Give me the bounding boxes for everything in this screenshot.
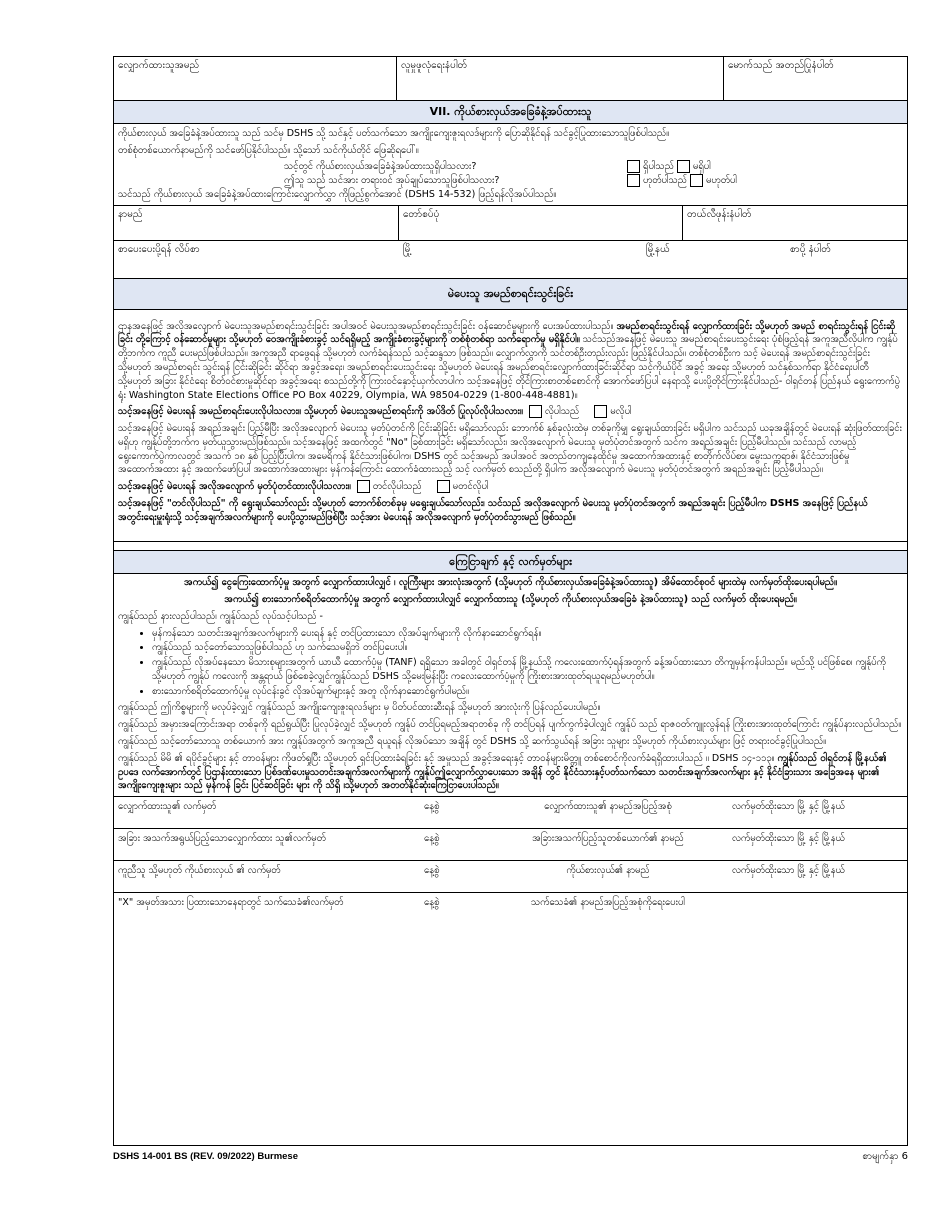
rep-address-field[interactable]: စာပေးပေးပို့ရန် လိပ်စာ	[118, 243, 200, 255]
rep-phone-field[interactable]: တယ်လီဖုန်းနံပါတ်	[687, 208, 752, 220]
applicant-name-field[interactable]: လျှောက်ထားသူအမည်	[114, 57, 397, 100]
signatures-section-body	[114, 574, 907, 793]
declaration-para-a: ကျွန်ုပ်သည် ဤကိစ္စများကို မလုပ်ခဲ့လျှင် ကျွန်ုပ်သည် အကျိုးကျေးဇူးရလဒ်များ မှ ပိတ်ပင်ထားဆီးရန် သို့မဟုတ် အားလုံးကို ပြန်လည်ပေးပါမည်။	[118, 702, 601, 714]
section-7-title: VII. ကိုယ်စားလှယ်အခြေခံနဲ့အပ်ထားသူ	[114, 101, 907, 124]
section-7-note: သင်သည် ကိုယ်စားလှယ် အခြေခံနဲ့အပ်ထားကြောင်းလျှောက်လွှာ ကိုဖြည့်စွက်အောင် (DSHS 14-532) ဖြည့်ရန်လိုအပ်ပါသည်။	[118, 189, 557, 200]
other-adult-name-field[interactable]: အခြားအသက်ပြည့်သူတစ်ယောက်၏ နာမည်	[532, 833, 684, 845]
understand-list	[118, 627, 903, 699]
section-7-intro-2: တစ်စုံတစ်ယောက်နာမည်ကို သင်ဖော်ပြနိုင်ပါသည်။ သို့သော် သင်ကိုယ်တိုင် ဖြေဆိုရပေါ်။	[118, 144, 419, 156]
register-no-checkbox[interactable]	[594, 405, 607, 418]
applicant-fullname-field[interactable]: လျှောက်ထားသူ၏ နာမည်အပြည့်အစုံ	[544, 801, 672, 813]
case-number-field[interactable]: လူမှုဖူလုံရေးနံပါတ်	[397, 57, 724, 100]
other-adult-city-field[interactable]: လက်မှတ်ထိုးသော မြို့ နှင့် မြို့နယ်	[732, 833, 845, 845]
list-item: • မှန်ကန်သော သတင်းအချက်အလက်များကို ပေးရန် နှင့် တင်ပြထားသော လိုအပ်ချက်များကို လိုက်နာဆောင်ရွက်ရန်။	[152, 627, 903, 641]
voter-register-question: သင့်အနေဖြင့် မဲပေးရန် အမည်စာရင်းပေးလိုပါသလား။ သို့မဟုတ် မဲပေးသူအမည်စာရင်းကို အပ်ဒိတ် ပြုလုပ်လိုပါသလား။ လိုပါသည် မလိုပါ	[118, 406, 632, 418]
voter-section-title: မဲပေးသူ အမည်စာရင်းသွင်းခြင်း	[114, 279, 907, 310]
legal-guardian-question: ဤသူ သည် သင်အား တရားဝင် အုပ်ချုပ်သောသူဖြစ်ပါသလား? ဟုတ်ပါသည် မဟုတ်ပါ	[284, 175, 738, 187]
rep-city-field[interactable]: မြို့	[403, 243, 412, 255]
rep-name-row	[114, 205, 907, 241]
signature-row-other-adult	[114, 828, 907, 860]
guardian-yes-checkbox[interactable]	[627, 174, 640, 187]
guardian-no-checkbox[interactable]	[690, 174, 703, 187]
applicant-signature-field[interactable]: လျှောက်ထားသူ၏ လက်မှတ်	[118, 801, 217, 813]
declaration-para-d: ကျွန်ုပ်သည် မိမိ ၏ ရပိုင်ခွင့်များ နှင့် တာဝန်များ ကိုဖတ်ရှုပြီး သို့မဟုတ် ရှင်းပြထားခံရခြင်း နှင့် အမှုသည် အခွင့်အရေးနှင့် တာဝန်များမိတ္တူ တစ်စောင်ကိုလက်ခံရရှိထားပါသည် ။ DSHS ၁၄-၁၁၃။ ကျွန်ုပ်သည် ဝါရှင်တန် မြို့နယ်၏ ဥပဒေ လက်အောက်တွင် ပြဌာန်းထားသော ပြစ်ဒဏ်ပေးမှုသတင်းအချက်အလက်များကို ကျွန်ုပ်ဤလျှောက်လွှာပေးသော အချိန် တွင် နိုင်ငံသားနှင့်ပတ်သက်သော သတင်းအချက်အလက်များ နှင့် နိုင်ငံခြားသား အခြေအနေ များ၏ အကျိုးကျေးဇူးများ သည် မှန်ကန် ခြင်း ပြင်ဆင်ခြင်း များ ကို သိရှိ ၊သို့မဟုတ် အတတ်နိုင်ဆုံးကြေငြာပေးပါသည်။	[118, 752, 887, 792]
list-item: • စားသောက်စရိတ်ထောက်ပံ့မှု လုပ်ငန်းခွင် လိုအပ်ချက်များနှင့် အတူ လိုက်နာဆောင်ရွက်ပါမည်။	[152, 685, 903, 699]
section-7-intro-1: ကိုယ်စားလှယ် အခြေခံနဲ့အပ်ထားသူ သည် သင်မှ DSHS သို့ သင်နှင့် ပတ်သက်သော အကျိုးကျေးဇူးရလဒ်များကို ပြောဆိုနိုင်ရန် သင်ခွင့်ပြုထားသောသူဖြစ်ပါသည်။	[118, 127, 670, 139]
applicant-city-field[interactable]: လက်မှတ်ထိုးသော မြို့ နှင့် မြို့နယ်	[732, 801, 845, 813]
cash-assistance-note: အကယ်၍ ငွေကြေးထောက်ပံ့မှု အတွက် လျှောက်ထားပါလျှင် ၊ လူကြီးများ အားလုံးအတွက် (သို့မဟုတ် ကိုယ်စားလှယ်အခြေခံနဲ့အပ်ထားသူ) အိမ်ထောင်စုဝင် များထဲမှ လက်မှတ်ထိုးပေးရပါမည်။	[184, 577, 837, 589]
has-rep-no-checkbox[interactable]	[677, 160, 690, 173]
register-yes-checkbox[interactable]	[529, 405, 542, 418]
representative-signature-field[interactable]: ကူညီသူ သို့မဟုတ် ကိုယ်စားလှယ် ၏ လက်မှတ်	[118, 865, 281, 877]
auto-register-yes-checkbox[interactable]	[357, 480, 370, 493]
rep-state-field[interactable]: မြို့နယ်	[646, 243, 670, 255]
voter-paragraph-3: သင့်အနေဖြင့် "တင်လိုပါသည်" ကို ရွေးချယ်သော်လည်း သို့မဟုတ် ဘောက်စ်တစ်ခုမှ မရွေးချယ်သော်လည်း၊ သင်သည် အလိုအလျောက် မဲပေးသူ မှတ်ပုံတင်အတွက် အရည်အချင်း ပြည့်မီပါက DSHS အနေဖြင့် ပြည်နယ် အတွင်းရေးမှူးရုံးသို့ သင့်အချက်အလက်များကို ပေးပို့သွားမည်ဖြစ်ပြီး သင့်အား မဲပေးရန် အလိုအလျောက် မှတ်ပုံတင်သွားမည် ဖြစ်သည်။	[118, 497, 868, 523]
declaration-para-c: ကျွန်ုပ်သည် သင့်တော်သောသူ တစ်ယောက် အား ကျွန်ုပ်အတွက် အကူအညီ ရယူရန် လိုအပ်သော အချိန် တွင် DSHS သို့ ဆက်သွယ်ရန် အခြား သူများ သို့မဟုတ် ကိုယ်စားလှယ်များ ဖြင့် တရားဝင်ခွင့်ပြုပါသည်။	[118, 736, 827, 748]
signature-row-witness	[114, 892, 907, 923]
witness-extra-field[interactable]	[728, 893, 907, 923]
has-rep-yes-checkbox[interactable]	[627, 160, 640, 173]
witness-signature-field[interactable]: "X" အမှတ်အသား ပြထားသောနေရာတွင် သက်သေခံ၏လက်မှတ်	[118, 897, 344, 909]
voter-auto-question: သင့်အနေဖြင့် မဲပေးရန် အလိုအလျောက် မှတ်ပုံတင်ထားလိုပါသလား။ တင်လိုပါသည် မတင်လိုပါ	[118, 481, 489, 493]
other-adult-date-field[interactable]: နေ့စွဲ	[424, 833, 440, 845]
representative-name-field[interactable]: ကိုယ်စားလှယ်၏ နာမည်	[566, 865, 650, 877]
rep-relationship-field[interactable]: တော်စပ်ပုံ	[399, 206, 683, 240]
spacer	[114, 542, 907, 551]
section-7-body	[114, 124, 907, 202]
signature-row-representative	[114, 860, 907, 892]
voter-paragraph-2: သင့်အနေဖြင့် မဲပေးရန် အရည်အချင်း ပြည့်မီပြီး အလိုအလျောက် မဲပေးသူ မှတ်ပုံတင်ကို ငြင်းဆိုခြင်း မရှိသော်လည်း ဘောက်စ် နှစ်ခုလုံးထဲမှ တစ်ခုကိုမျှ ရွေးချယ်ထားခြင်း မရှိပါက သင်သည် ယခုအချိန်တွင် မဲပေးရန် ဆုံးဖြတ်ထားခြင်းမရှိဟု ကျွန်ုပ်တို့ဘက်က မှတ်ယူသွားမည်ဖြစ်သည်။ သင့်အနေဖြင့် အထက်တွင် "No" ခြစ်ထားခြင်း မရှိသော်လည်း၊ အလိုအလျောက် မဲပေးသူ မှတ်ပုံတင်အတွက် သင်က အရည်အချင်း ပြည့်မီပါသည်။ သင်သည် လာမည့် ရွေးကောက်ပွဲကာလတွင် အသက် ၁၈ နှစ် ပြည့်ပြီးပါက၊ အမေရိကန် နိုင်ငံသားဖြစ်ပါက၊ DSHS တွင် သင့်အမည် အပါအဝင် အတည်တကျနေထိုင်မှု အထောက်အထားနှင့် စာတိုက်လိပ်စာ၊ မွေးသက္ကရာဇ်၊ နိုင်ငံသားဖြစ်မှု အထောက်အထား နှင့် အထက်ဖော်ပြပါ အထောက်အထားများ မှန်ကန်ကြောင်း ထောက်ခံထားသည့် သင့် လက်မှတ် စသည်တို့ ရှိပါက အလိုအလျောက် မဲပေးသူ မှတ်ပုံတင်အတွက် အရည်အချင်း ပြည့်မီပါသည်။	[118, 423, 902, 476]
voter-paragraph-1: ဌာနအနေဖြင့် အလိုအလျောက် မဲပေးသူအမည်စာရင်းသွင်းခြင်း အပါအဝင် မဲပေးသူအမည်စာရင်းသွင်းခြင်း ဝန်ဆောင်မှုများကို ပေးအပ်ထားပါသည်။ အမည်စာရင်းသွင်းရန် လျှောက်ထားခြင်း သို့မဟုတ် အမည် စာရင်းသွင်းရန် ငြင်းဆိုခြင်း တို့ကြောင့် ဝန်ဆောင်မှုများ သို့မဟုတ် ဝေအကျိုးခံစားခွင့် သင်ရရှိမည့် အကျိုးခံစားခွင့်များကို တစ်စုံတစ်ရာ သက်ရောက်မှု မရှိနိုင်ပါ။ သင်သည်အနေဖြင့် မဲပေးသူ အမည်စာရင်းပေးသွင်းရေး ပုံစံဖြည့်ရန် အကူအညီလိုပါက ကျွန်ုပ်တို့ဘက်က ကူညီ ပေးမည်ဖြစ်ပါသည်။ အကူအညီ ရာဖွေရန် သို့မဟုတ် လက်ခံရန်သည် သင့်ဆန္ဒသာ ဖြစ်သည်။ လျှောက်လွှာကို သင်တစ်ဦးတည်းလည်း ဖြည့်နိုင်ပါသည်။ တစ်စုံတစ်ဦးက သင့် မဲပေးရန် အမည်စာရင်းသွင်းခြင်း သို့မဟုတ် အမည်စာရင်း သွင်းရန် ငြင်းဆိုခြင်း ဆိုင်ရာ အခွင့်အရေး၊ အမည်စာရင်းပေးသွင်းရေး သို့မဟုတ် မဲပေးရန် အမည်စာရင်းလျှောက်ထားခြင်းဆိုင်ရာ သင့်ကိုယ်ပိုင် အခွင့် အရေး သို့မဟုတ် သင်နှစ်သက်ရာ နိုင်ငံရေးပါတီ သို့မဟုတ် အခြား နိုင်ငံရေး စိတ်ဝင်စားမှုဆိုင်ရာ အခွင့်အရေး စသည်တို့ကို ကြားဝင်နှောင့်ယှက်လာပါက သင့်အနေဖြင့် တိုင်ကြားစာတစ်စောင်ကို အောက်ဖော်ပြပါ နေရာသို့ ပေးပို့တိုင်ကြားနိုင်ပါသည်- ဝါရှင်တန် ပြည်နယ် ရွေးကောက်ပွဲ ရုံး Washington State Elections Office PO Box 40229, Olympia, WA 98504-0229 (1-800-448-4881)။	[118, 320, 900, 401]
page-number: စာမျက်နှာ 6	[862, 1151, 908, 1162]
rep-name-field[interactable]: နာမည်	[114, 206, 399, 240]
list-item: • ကျွန်ုပ်သည် သင့်တော်သောသူဖြစ်ပါသည် ဟု သက်သေမရှိဘဲ တင်ပြပေးပါ။	[152, 641, 903, 655]
witness-name-field[interactable]: သက်သေခံ၏ နာမည်အပြည့်အစုံကိုရေးပေးပါ	[530, 897, 686, 909]
other-adult-signature-field[interactable]: အခြား အသက်အရွယ်ပြည့်သောလျှောက်ထား သူ၏လက်မှတ်	[118, 833, 326, 845]
food-assistance-note: အကယ်၍ စားသောက်စရိတ်ထောက်ပံ့မှု အတွက် လျှောက်ထားပါလျှင် လျှောက်ထားသူ (သို့မဟုတ် ကိုယ်စားလှယ်အခြေခံ နဲ့အပ်ထားသူ) သည် လက်မှတ် ထိုးပေးရမည်။	[224, 594, 797, 606]
rep-zip-field[interactable]: စာပို့ နံပါတ်	[790, 243, 831, 255]
applicant-header-row	[114, 57, 907, 101]
client-id-field[interactable]: မောက်သည် အတည်ပြုနံပါတ်	[728, 60, 834, 71]
understand-heading: ကျွန်ုပ်သည် နားလည်ပါသည်၊ ကျွန်ုပ်သည် လုပ်သင့်ပါသည် -	[118, 610, 323, 622]
rep-address-row	[114, 241, 907, 279]
declaration-para-b: ကျွန်ုပ်သည် အမှားအကြောင်းအရာ တစ်ခုကို ရည်ရွယ်ပြီး ပြုလုပ်ခဲ့လျှင် သို့မဟုတ် ကျွန်ုပ် တင်ပြရမည့်အရာတစ်ခု ကို တင်ပြရန် ပျက်ကွက်ခဲ့ပါလျှင် ကျွန်ုပ် သည် ရာဇဝတ်ကျူးလွန်ရန် ကြိုးစားအားထုတ်ကြောင်း ကျွန်ုပ်နားလည်ပါသည်။	[118, 719, 902, 731]
form-frame	[113, 56, 908, 1146]
authorized-rep-question: သင့်တွင် ကိုယ်စားလှယ်အခြေခံနဲ့အပ်ထားသူရှိပါသလား? ရှိပါသည် မရှိပါ	[284, 161, 711, 173]
representative-city-field[interactable]: လက်မှတ်ထိုးသော မြို့ နှင့် မြို့နယ်	[732, 865, 845, 877]
voter-section-body	[114, 310, 907, 543]
signature-row-applicant	[114, 796, 907, 828]
list-item: • ကျွန်ုပ်သည် လိုအပ်နေသော မိသားစုများအတွက် ယာယီ ထောက်ပံ့မှု (TANF) ရရှိသော အခါတွင် ဝါရှင်တန် မြို့နယ်သို့ ကလေးထောက်ပံ့ရန်အတွက် ခန့်အပ်ထားသော တိကျမှန်ကန်ပါသည်။ မည်သို့ ပင်ဖြစ်စေ၊ ကျွန်ုပ်ကို သို့မဟုတ် ကျွန်ုပ် ကလေးကို အန္တရာယ် ဖြစ်စေခဲ့လျှင်ကျွန်ုပ်သည် DSHS သို့မေးမြန်းပြီး ကလေးထောက်ပံ့မှုကို ကြိုးစားအားထုတ်ရယူရမည်မဟုတ်ပါ။	[152, 656, 903, 684]
applicant-date-field[interactable]: နေ့စွဲ	[424, 801, 440, 813]
page-footer	[113, 1150, 908, 1165]
representative-date-field[interactable]: နေ့စွဲ	[424, 865, 440, 877]
witness-date-field[interactable]: နေ့စွဲ	[424, 897, 440, 909]
signatures-section-title: ကြေငြာချက် နှင့် လက်မှတ်များ	[114, 551, 907, 574]
form-id: DSHS 14-001 BS (REV. 09/2022) Burmese	[113, 1151, 298, 1162]
auto-register-no-checkbox[interactable]	[437, 480, 450, 493]
